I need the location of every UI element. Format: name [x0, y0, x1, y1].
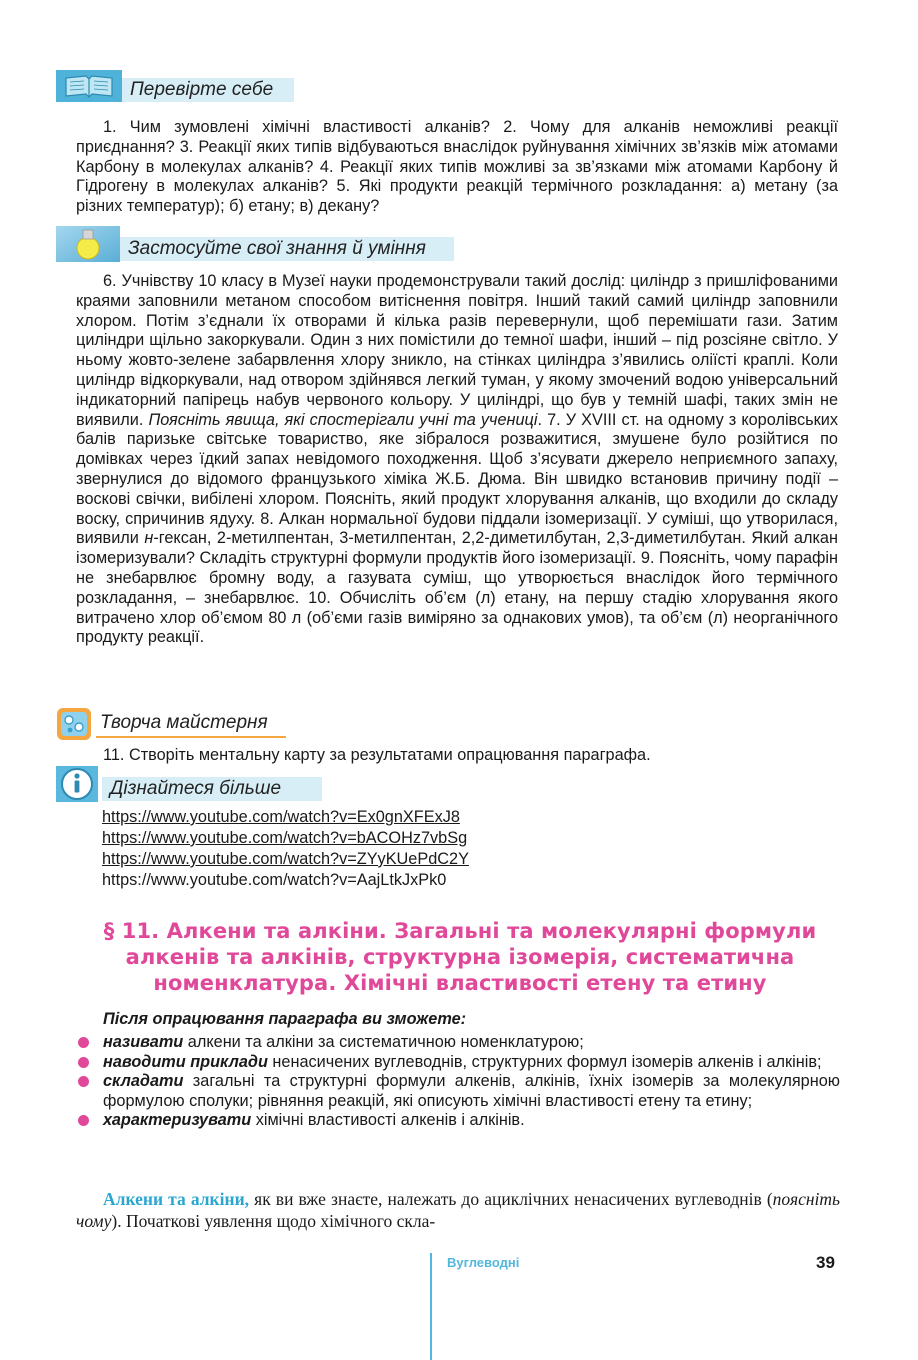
goal-text: загальні та структурні формули алкенів, алкінів, їхніх ізомерів за молекулярною формулою сполуки; рівняння реакцій, які описують хімічні властивості етену та етину;	[103, 1072, 840, 1110]
bullet-icon	[78, 1115, 89, 1126]
goal-text: хімічні властивості алкенів і алкінів.	[251, 1111, 525, 1129]
intro-highlight: Алкени та алкіни,	[103, 1189, 250, 1209]
section-apply-title: Застосуйте свої знання й уміння	[120, 237, 454, 261]
list-item	[76, 1072, 840, 1111]
youtube-link-3[interactable]: https://www.youtube.com/watch?v=ZYyKUePdC2Y	[102, 850, 469, 868]
list-item	[76, 1033, 840, 1053]
apply-text-italic2: н	[144, 529, 154, 548]
section-creative-title: Творча майстерня	[96, 710, 286, 738]
paragraph-title	[80, 918, 840, 996]
link-item	[102, 870, 469, 891]
creative-task: 11. Створіть ментальну карту за результатами опрацювання параграфа.	[103, 746, 651, 764]
bullet-icon	[78, 1037, 89, 1048]
youtube-link-1[interactable]: https://www.youtube.com/watch?v=Ex0gnXFExJ8	[102, 808, 460, 826]
footer-chapter: Вуглеводні	[447, 1255, 520, 1270]
apply-text-part3: -гексан, 2-метилпентан, 3-метилпентан, 2,2-диметилбутан, 2,3-диметилбутан. Який алкан ізомеризували? Складіть структурні формули продуктів його ізомеризації. 9. Поясніть, чому парафін не знебарвлює бромну воду, а газувата суміш, що утворюється внаслідок його термічного розкладання, – знебарвлює. 10. Обчисліть об’єм (л) етану, на першу стадію хлорування якого витрачено хлор об’ємом 80 л (об’єми газів виміряно за однакових умов), та об’єм (л) неорганічного продукту реакції.	[76, 529, 838, 647]
intro-text2: ). Початкові уявлення щодо хімічного скла-	[111, 1211, 436, 1231]
section-more-header	[56, 766, 322, 802]
goals-heading: Після опрацювання параграфа ви зможете:	[103, 1010, 467, 1028]
link-item[interactable]	[102, 828, 469, 849]
intro-text1: як ви вже знаєте, належать до ациклічних ненасичених вуглеводнів (	[249, 1189, 773, 1209]
palette-icon	[56, 707, 92, 741]
goal-verb: характеризувати	[103, 1111, 252, 1129]
goal-verb: називати	[103, 1033, 184, 1051]
lightbulb-icon	[56, 226, 120, 262]
youtube-link-4: https://www.youtube.com/watch?v=AajLtkJxPk0	[102, 871, 447, 889]
goal-verb: складати	[103, 1072, 184, 1090]
section-apply-header	[56, 226, 454, 262]
bullet-icon	[78, 1076, 89, 1087]
youtube-link-2[interactable]: https://www.youtube.com/watch?v=bACOHz7vbSg	[102, 829, 468, 847]
link-item[interactable]	[102, 849, 469, 870]
intro-paragraph	[76, 1188, 840, 1232]
section-check-title: Перевірте себе	[122, 78, 294, 102]
intro-italic: поясніть чому	[76, 1189, 840, 1231]
list-item	[76, 1053, 840, 1073]
section-more-title: Дізнайтеся більше	[102, 777, 322, 801]
apply-text-part2: . 7. У XVIII ст. на одному з королівських балів паризьке світське товариство, яке зібралося розважитися, змушене було розійтися по домівках через їдкий запах невідомого походження. Щоб з’ясувати джерело неприємного запаху, звернулися до відомого французького хіміка Ж.Б. Дюма. Він швидко встановив причину події – воскові свічки, вибілені хлором. Поясніть, який продукт хлорування алканів, що входили до складу воску, спричинив ядуху. 8. Алкан нормальної будови піддали ізомеризації. У суміші, що утворилася, виявили	[76, 410, 839, 548]
apply-text-part1: 6. Учнівству 10 класу в Музеї науки продемонстрували такий дослід: циліндр з пришліфованими краями заповнили метаном способом витіснення повітря. Інший такий самий циліндр заповнили хлором. Потім з’єднали їх отворами й кілька разів перевернули, щоб перемішати гази. Затим циліндри щільно закоркували. Один з них помістили до темної шафи, інший – під розсіяне світло. У ньому жовто-зелене забарвлення хлору зникло, на стінках циліндра з’явились оліїсті краплі. Коли циліндр відкоркували, над отвором здійнявся легкий туман, у якому змочений водою універсальний індикаторний папірець набув червоного кольору. У циліндрі, що був у темній шафі, таких змін не виявили.	[76, 272, 838, 429]
footer-divider	[430, 1253, 432, 1360]
link-item[interactable]	[102, 807, 469, 828]
list-item	[76, 1111, 840, 1131]
paragraph-title-line2: алкенів та алкінів, структурна ізомерія, систематична	[125, 945, 795, 969]
check-questions: 1. Чим зумовлені хімічні властивості алканів? 2. Чому для алканів неможливі реакції приєднання? 3. Реакції яких типів відбуваються внаслідок руйнування хімічних зв’язків між атомами Карбону в молекулах алканів? 4. Реакції яких типів можливі за зв’язками між атомами Карбону й Гідрогену в молекулах алканів? 5. Які продукти реакцій термічного розкладання: а) метану (за різних температур); б) етану; в) декану?	[76, 118, 838, 216]
paragraph-title-line3: номенклатура. Хімічні властивості етену та етину	[153, 971, 767, 995]
book-icon	[56, 70, 122, 102]
info-icon	[56, 766, 98, 802]
apply-tasks	[76, 272, 838, 648]
goal-verb: наводити приклади	[103, 1052, 268, 1071]
apply-text-italic1: Поясніть явища, які спостерігали учні та учениці	[148, 410, 538, 429]
section-creative-header	[56, 707, 286, 741]
paragraph-title-line1: § 11. Алкени та алкіни. Загальні та молекулярні формули	[103, 919, 817, 943]
links-list	[102, 807, 469, 891]
section-check-header	[56, 70, 294, 102]
goals-list	[76, 1033, 840, 1131]
goal-text: ненасичених вуглеводнів, структурних формул ізомерів алкенів і алкінів;	[267, 1052, 822, 1071]
bullet-icon	[78, 1057, 89, 1068]
page-number: 39	[816, 1253, 835, 1272]
goal-text: алкени та алкіни за систематичною номенклатурою;	[183, 1033, 584, 1051]
